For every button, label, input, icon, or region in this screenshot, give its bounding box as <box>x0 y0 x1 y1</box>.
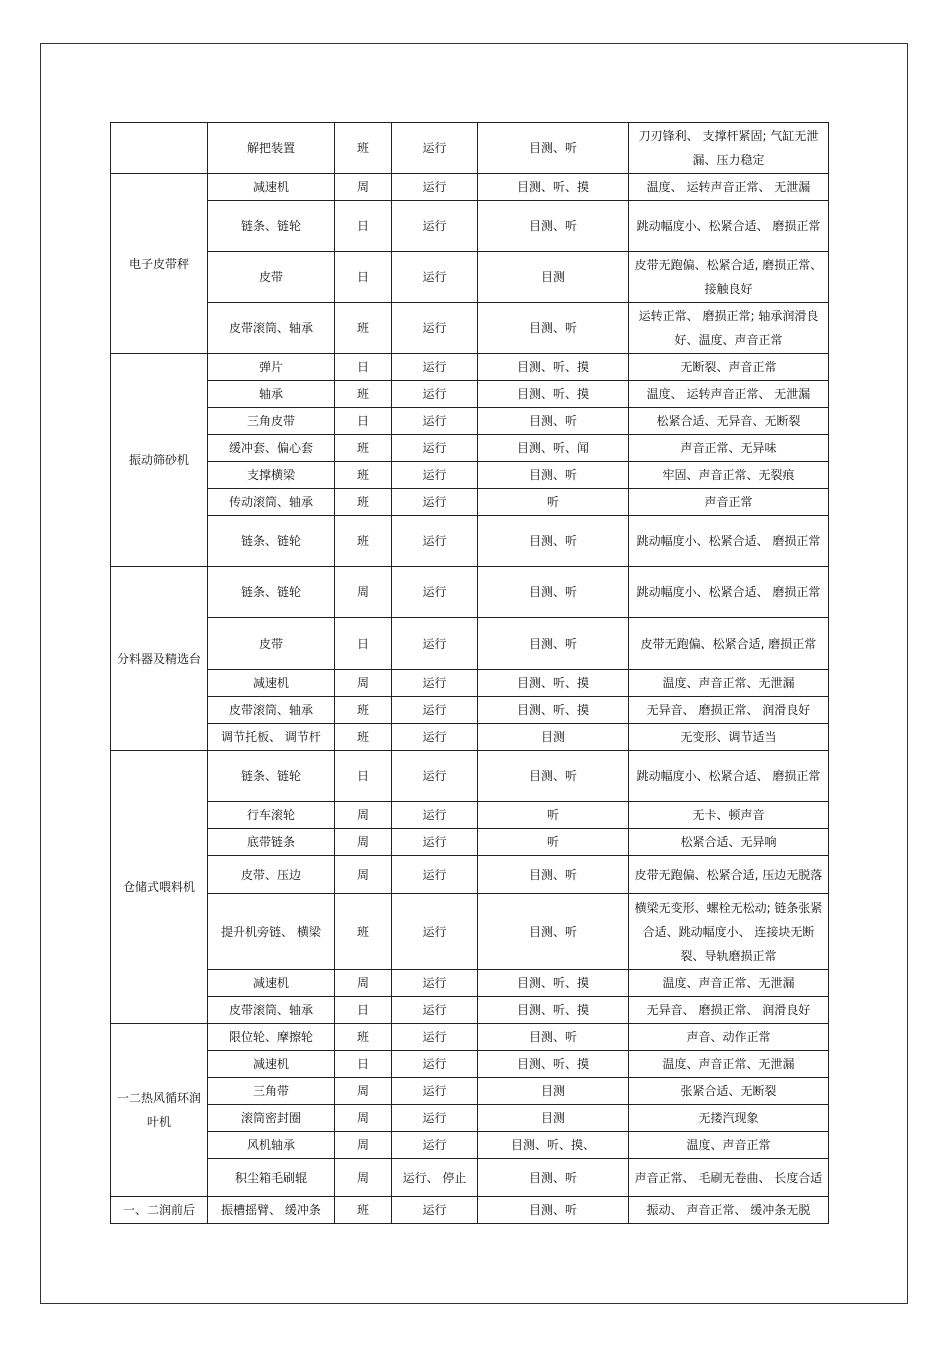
standard-cell: 温度、 运转声音正常、 无泄漏 <box>629 381 829 408</box>
part-cell: 皮带滚筒、轴承 <box>208 697 335 724</box>
cycle-cell: 班 <box>335 303 392 354</box>
standard-cell: 声音、动作正常 <box>629 1024 829 1051</box>
method-cell: 目测、听、摸、 <box>478 1132 629 1159</box>
part-cell: 链条、链轮 <box>208 751 335 802</box>
table-row <box>111 1078 829 1105</box>
standard-cell: 声音正常、 毛刷无卷曲、 长度合适 <box>629 1159 829 1197</box>
standard-cell: 跳动幅度小、松紧合适、 磨损正常 <box>629 516 829 567</box>
cycle-cell: 班 <box>335 1197 392 1224</box>
state-cell: 运行 <box>392 1132 478 1159</box>
part-cell: 弹片 <box>208 354 335 381</box>
table-row <box>111 1051 829 1078</box>
part-cell: 滚筒密封圈 <box>208 1105 335 1132</box>
cycle-cell: 日 <box>335 618 392 670</box>
method-cell: 目测、听 <box>478 618 629 670</box>
cycle-cell: 班 <box>335 724 392 751</box>
method-cell: 目测、听 <box>478 1024 629 1051</box>
standard-cell: 刀刃锋利、 支撑杆紧固; 气缸无泄漏、压力稳定 <box>629 123 829 174</box>
cycle-cell: 日 <box>335 997 392 1024</box>
method-cell: 目测、听 <box>478 123 629 174</box>
cycle-cell: 周 <box>335 174 392 201</box>
method-cell: 目测 <box>478 1105 629 1132</box>
cycle-cell: 班 <box>335 894 392 970</box>
method-cell: 听 <box>478 802 629 829</box>
equipment-name-cell: 分料器及精选台 <box>111 567 208 751</box>
table-row <box>111 489 829 516</box>
table-row <box>111 123 829 174</box>
cycle-cell: 周 <box>335 1159 392 1197</box>
method-cell: 目测 <box>478 1078 629 1105</box>
part-cell: 缓冲套、偏心套 <box>208 435 335 462</box>
method-cell: 目测、听 <box>478 303 629 354</box>
part-cell: 皮带 <box>208 618 335 670</box>
state-cell: 运行 <box>392 1024 478 1051</box>
part-cell: 解把装置 <box>208 123 335 174</box>
method-cell: 目测、听、摸 <box>478 970 629 997</box>
standard-cell: 温度、声音正常、无泄漏 <box>629 670 829 697</box>
equipment-name-cell: 一二热风循环润叶机 <box>111 1024 208 1197</box>
cycle-cell: 班 <box>335 381 392 408</box>
standard-cell: 跳动幅度小、松紧合适、 磨损正常 <box>629 201 829 252</box>
method-cell: 听 <box>478 829 629 856</box>
part-cell: 皮带滚筒、轴承 <box>208 997 335 1024</box>
table-row <box>111 1024 829 1051</box>
part-cell: 轴承 <box>208 381 335 408</box>
method-cell: 目测、听 <box>478 462 629 489</box>
method-cell: 目测 <box>478 724 629 751</box>
part-cell: 支撑横梁 <box>208 462 335 489</box>
state-cell: 运行 <box>392 856 478 894</box>
part-cell: 减速机 <box>208 1051 335 1078</box>
part-cell: 底带链条 <box>208 829 335 856</box>
standard-cell: 无异音、 磨损正常、 润滑良好 <box>629 697 829 724</box>
state-cell: 运行 <box>392 381 478 408</box>
method-cell: 目测、听、摸 <box>478 1051 629 1078</box>
cycle-cell: 班 <box>335 462 392 489</box>
cycle-cell: 周 <box>335 1078 392 1105</box>
cycle-cell: 日 <box>335 751 392 802</box>
equipment-name-cell: 电子皮带秤 <box>111 174 208 354</box>
cycle-cell: 日 <box>335 408 392 435</box>
standard-cell: 跳动幅度小、松紧合适、 磨损正常 <box>629 751 829 802</box>
part-cell: 减速机 <box>208 670 335 697</box>
standard-cell: 无搂汽现象 <box>629 1105 829 1132</box>
part-cell: 链条、链轮 <box>208 516 335 567</box>
standard-cell: 松紧合适、无异响 <box>629 829 829 856</box>
part-cell: 链条、链轮 <box>208 567 335 618</box>
method-cell: 目测、听 <box>478 1197 629 1224</box>
state-cell: 运行 <box>392 1197 478 1224</box>
state-cell: 运行 <box>392 1105 478 1132</box>
method-cell: 目测、听 <box>478 856 629 894</box>
part-cell: 积尘箱毛刷辊 <box>208 1159 335 1197</box>
cycle-cell: 班 <box>335 1024 392 1051</box>
cycle-cell: 班 <box>335 435 392 462</box>
table-row <box>111 856 829 894</box>
table-row <box>111 1105 829 1132</box>
state-cell: 运行 <box>392 408 478 435</box>
table-row <box>111 829 829 856</box>
state-cell: 运行 <box>392 516 478 567</box>
inspection-table-body <box>111 123 829 1224</box>
method-cell: 目测、听 <box>478 516 629 567</box>
part-cell: 减速机 <box>208 174 335 201</box>
part-cell: 皮带 <box>208 252 335 303</box>
state-cell: 运行 <box>392 252 478 303</box>
standard-cell: 温度、声音正常、无泄漏 <box>629 970 829 997</box>
standard-cell: 无断裂、声音正常 <box>629 354 829 381</box>
table-row <box>111 174 829 201</box>
method-cell: 目测、听 <box>478 1159 629 1197</box>
cycle-cell: 日 <box>335 252 392 303</box>
equipment-name-cell <box>111 123 208 174</box>
cycle-cell: 周 <box>335 670 392 697</box>
table-row <box>111 970 829 997</box>
method-cell: 目测、听 <box>478 751 629 802</box>
state-cell: 运行 <box>392 970 478 997</box>
method-cell: 目测、听 <box>478 408 629 435</box>
standard-cell: 皮带无跑偏、松紧合适, 压边无脱落 <box>629 856 829 894</box>
cycle-cell: 周 <box>335 970 392 997</box>
standard-cell: 运转正常、 磨损正常; 轴承润滑良好、温度、声音正常 <box>629 303 829 354</box>
table-row <box>111 303 829 354</box>
state-cell: 运行 <box>392 1051 478 1078</box>
table-row <box>111 1197 829 1224</box>
state-cell: 运行 <box>392 894 478 970</box>
part-cell: 链条、链轮 <box>208 201 335 252</box>
standard-cell: 无卡、顿声音 <box>629 802 829 829</box>
table-row <box>111 697 829 724</box>
method-cell: 目测 <box>478 252 629 303</box>
state-cell: 运行 <box>392 303 478 354</box>
cycle-cell: 日 <box>335 354 392 381</box>
part-cell: 调节托板、 调节杆 <box>208 724 335 751</box>
table-row <box>111 252 829 303</box>
cycle-cell: 日 <box>335 1051 392 1078</box>
method-cell: 听 <box>478 489 629 516</box>
method-cell: 目测、听、摸 <box>478 697 629 724</box>
standard-cell: 张紧合适、无断裂 <box>629 1078 829 1105</box>
method-cell: 目测、听、摸 <box>478 174 629 201</box>
state-cell: 运行 <box>392 489 478 516</box>
table-row <box>111 435 829 462</box>
equipment-name-cell: 振动筛砂机 <box>111 354 208 567</box>
cycle-cell: 周 <box>335 1105 392 1132</box>
part-cell: 风机轴承 <box>208 1132 335 1159</box>
state-cell: 运行、 停止 <box>392 1159 478 1197</box>
table-row <box>111 408 829 435</box>
standard-cell: 声音正常 <box>629 489 829 516</box>
cycle-cell: 周 <box>335 802 392 829</box>
table-row <box>111 751 829 802</box>
table-row <box>111 381 829 408</box>
standard-cell: 牢固、声音正常、无裂痕 <box>629 462 829 489</box>
method-cell: 目测、听、摸 <box>478 381 629 408</box>
table-row <box>111 670 829 697</box>
state-cell: 运行 <box>392 697 478 724</box>
state-cell: 运行 <box>392 997 478 1024</box>
method-cell: 目测、听、摸 <box>478 997 629 1024</box>
table-row <box>111 516 829 567</box>
cycle-cell: 周 <box>335 567 392 618</box>
cycle-cell: 周 <box>335 856 392 894</box>
state-cell: 运行 <box>392 354 478 381</box>
method-cell: 目测、听、摸 <box>478 670 629 697</box>
part-cell: 限位轮、摩擦轮 <box>208 1024 335 1051</box>
state-cell: 运行 <box>392 435 478 462</box>
state-cell: 运行 <box>392 670 478 697</box>
cycle-cell: 班 <box>335 123 392 174</box>
standard-cell: 温度、声音正常、无泄漏 <box>629 1051 829 1078</box>
state-cell: 运行 <box>392 462 478 489</box>
state-cell: 运行 <box>392 829 478 856</box>
standard-cell: 松紧合适、无异音、无断裂 <box>629 408 829 435</box>
standard-cell: 温度、 运转声音正常、 无泄漏 <box>629 174 829 201</box>
standard-cell: 温度、声音正常 <box>629 1132 829 1159</box>
standard-cell: 无变形、调节适当 <box>629 724 829 751</box>
part-cell: 皮带滚筒、轴承 <box>208 303 335 354</box>
cycle-cell: 班 <box>335 516 392 567</box>
cycle-cell: 班 <box>335 697 392 724</box>
equipment-name-cell: 一、二润前后 <box>111 1197 208 1224</box>
cycle-cell: 班 <box>335 489 392 516</box>
part-cell: 传动滚筒、轴承 <box>208 489 335 516</box>
table-row <box>111 1159 829 1197</box>
table-row <box>111 894 829 970</box>
equipment-name-cell: 仓储式喂料机 <box>111 751 208 1024</box>
cycle-cell: 日 <box>335 201 392 252</box>
table-row <box>111 354 829 381</box>
part-cell: 三角带 <box>208 1078 335 1105</box>
state-cell: 运行 <box>392 618 478 670</box>
standard-cell: 皮带无跑偏、松紧合适, 磨损正常 <box>629 618 829 670</box>
part-cell: 减速机 <box>208 970 335 997</box>
state-cell: 运行 <box>392 724 478 751</box>
part-cell: 三角皮带 <box>208 408 335 435</box>
state-cell: 运行 <box>392 174 478 201</box>
state-cell: 运行 <box>392 567 478 618</box>
table-row <box>111 201 829 252</box>
state-cell: 运行 <box>392 751 478 802</box>
method-cell: 目测、听、闻 <box>478 435 629 462</box>
part-cell: 提升机旁链、 横梁 <box>208 894 335 970</box>
method-cell: 目测、听 <box>478 894 629 970</box>
table-row <box>111 1132 829 1159</box>
standard-cell: 振动、 声音正常、 缓冲条无脱 <box>629 1197 829 1224</box>
standard-cell: 皮带无跑偏、松紧合适, 磨损正常、接触良好 <box>629 252 829 303</box>
part-cell: 行车滚轮 <box>208 802 335 829</box>
standard-cell: 横梁无变形、螺栓无松动; 链条张紧合适、跳动幅度小、 连接块无断裂、导轨磨损正常 <box>629 894 829 970</box>
table-row <box>111 997 829 1024</box>
method-cell: 目测、听、摸 <box>478 354 629 381</box>
inspection-table <box>110 122 829 1224</box>
table-row <box>111 567 829 618</box>
state-cell: 运行 <box>392 201 478 252</box>
cycle-cell: 周 <box>335 1132 392 1159</box>
standard-cell: 无异音、 磨损正常、 润滑良好 <box>629 997 829 1024</box>
standard-cell: 声音正常、无异味 <box>629 435 829 462</box>
part-cell: 振槽摇臂、 缓冲条 <box>208 1197 335 1224</box>
table-row <box>111 618 829 670</box>
part-cell: 皮带、压边 <box>208 856 335 894</box>
method-cell: 目测、听 <box>478 567 629 618</box>
method-cell: 目测、听 <box>478 201 629 252</box>
table-row <box>111 802 829 829</box>
table-row <box>111 462 829 489</box>
state-cell: 运行 <box>392 802 478 829</box>
standard-cell: 跳动幅度小、松紧合适、 磨损正常 <box>629 567 829 618</box>
cycle-cell: 周 <box>335 829 392 856</box>
state-cell: 运行 <box>392 123 478 174</box>
table-row <box>111 724 829 751</box>
state-cell: 运行 <box>392 1078 478 1105</box>
